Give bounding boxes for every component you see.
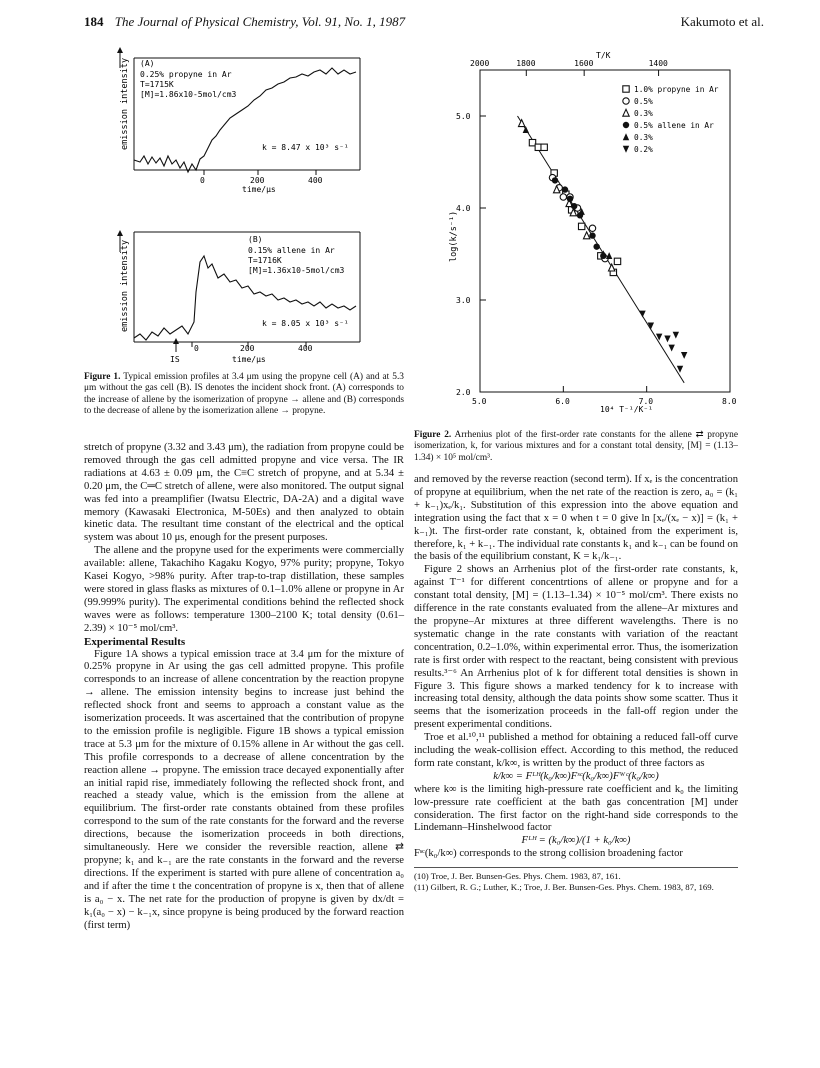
fig2-y-tick-label: 3.0 xyxy=(456,296,471,305)
equation-1: k/k∞ = Fᴸᴴ(k₀/k∞)Fˢᶜ(k₀/k∞)Fᵂᶜ(k₀/k∞) xyxy=(493,770,659,782)
fig1a-rate: k = 8.47 x 10³ s⁻¹ xyxy=(262,143,349,152)
fig2-data-point xyxy=(639,311,645,318)
left-paragraph-1: stretch of propyne (3.32 and 3.43 μm), the radiation from propyne could be removed through the gas cell admitted propyne and vice versa. The IR radiations at 4.63 ± 0.09 μm, the C≡C stretch of propyne, and at 5.34 ± 0.20 μm, the C═C stretch of allene, were also monitored. The output signal was fed into a preamplifier (Iwatsu Electric, DA-2A) and a digital wave memory (Kawasaki Electronica, M-50Es) and then analyzed to obtain kinetic data. The resultant time constant of the electrical and the optical system was about 10 μs, enough for the present purposes. xyxy=(84,442,404,544)
fig2-data-point xyxy=(608,264,614,271)
fig2-data-point xyxy=(541,144,547,150)
fig2-data-point xyxy=(664,335,670,342)
figure-1-caption-text: Typical emission profiles at 3.4 μm using the propyne cell (A) and at 5.3 μm without the gas cell (B). IS denotes the incident shock front. (A) corresponds to the increase of allene by the isomerization of propyne → allene and (B) corresponds to the decrease of allene by the isomerization allene → propyne. xyxy=(84,372,404,417)
fig2-data-point xyxy=(668,345,674,352)
figure-1-caption xyxy=(84,372,404,418)
reference-11: (11) Gilbert, R. G.; Luther, K.; Troe, J. Ber. Bunsen-Ges. Phys. Chem. 1983, 87, 169. xyxy=(414,881,714,892)
journal-title: The Journal of Physical Chemistry, Vol. 91, No. 1, 1987 xyxy=(114,14,406,29)
fig2-y-tick-label: 5.0 xyxy=(456,112,471,121)
fig1b-legend-line2: T=1716K xyxy=(248,256,282,265)
fig2-legend-marker xyxy=(623,109,629,116)
fig2-y-tick-label: 4.0 xyxy=(456,204,471,213)
fig2-legend-label: 1.0% propyne in Ar xyxy=(634,85,719,94)
right-paragraph-5: Fˢᶜ(k₀/k∞) corresponds to the strong collision broadening factor xyxy=(414,848,683,860)
fig1a-xtick-400: 400 xyxy=(308,176,323,185)
fig2-data-point xyxy=(578,223,584,229)
fig2-frame xyxy=(480,70,730,392)
equation-2: Fᴸᴴ = (k₀/k∞)/(1 + k₀/k∞) xyxy=(521,835,631,847)
fig2-legend-label: 0.3% xyxy=(634,133,653,142)
header-authors: Kakumoto et al. xyxy=(680,14,764,29)
left-paragraph-2: The allene and the propyne used for the experiments were commercially available: allene, Takachiho Kagaku Kogyo, 97% purity; propyne, Tokyo Kasei Kogyo, >98% purity. After trap-to-trap distillation, these samples were stored in glass flasks as mixtures of 0.1–1.0% allene or propyne in Ar (99.999% purity). The experimental conditions behind the reflected shock waves were as follows: temperature 1300–2100 K; total density (0.61–2.39) × 10⁻⁵ mol/cm³. xyxy=(84,545,404,634)
right-paragraph-2: Figure 2 shows an Arrhenius plot of the first-order rate constants, k, against T⁻¹ for different concentrtions of allene or propyne and for a constant total density, [M] = (1.13–1.34) × 10⁻⁵ mol/cm³. There exists no difference in the rate constants evaluated from the allene–Ar mixtures and the propyne–Ar mixtures at three different wavelengths. There is no systematic change in the rate constants with variation of the reactant concentration, 0.2–1.0%, within experimental error. Thus, the isomerization rate is first order with respect to the reactant, being consistent with previous results.³⁻⁶ An Arrhenius plot of k for different total densities is shown in Figure 3. This figure shows a marked tendency for k to increase with increasing total density, although the data points show some scatter. Thus it seems that the isomerization proceeds in the fall-off region under the present experimental conditions. xyxy=(414,564,738,731)
fig2-top-tick-label: 1400 xyxy=(648,59,668,68)
right-paragraph-1: and removed by the reverse reaction (second term). If xₑ is the concentration of propyne at equilibrium, when the net rate of the reaction is zero, a₀ = (k₁ + k₋₁)xₑ/k₁. Substitution of this expression into the above equation and integration using the fact that x = 0 when t = 0 give ln [xₑ/(xₑ − x)] = (k₁ + k₋₁)t. The first-order rate constant, k, obtained from the experiment is, therefore, k₁ + k₋₁. The individual rate constants k₁ and k₋₁ can be found on the basis of the equilibrium constant, K = k₁/k₋₁. xyxy=(414,474,738,563)
fig1b-panel-label: (B) xyxy=(248,235,263,244)
fig1b-x-label: time/μs xyxy=(232,355,266,364)
fig1a-x-label: time/μs xyxy=(242,185,276,194)
fig2-legend-marker xyxy=(623,133,629,140)
fig2-top-tick-label: 1600 xyxy=(574,59,594,68)
right-paragraph-4: where k∞ is the limiting high-pressure rate coefficient and k₀ the limiting low-pressure rate coefficient at the bath gas concentration [M] under consideration. The first factor on the right-hand side corresponds to the Lindemann–Hinshelwood factor xyxy=(414,783,738,834)
fig1a-legend-line1: 0.25% propyne in Ar xyxy=(140,70,232,79)
fig2-x-tick-label: 7.0 xyxy=(638,397,654,406)
fig2-legend-marker xyxy=(623,146,629,153)
fig2-y-axis-label: log(k/s⁻¹) xyxy=(449,210,459,262)
fig2-x-tick-label: 5.0 xyxy=(472,397,487,406)
left-column xyxy=(84,442,404,932)
fig2-data-point xyxy=(614,258,620,264)
figure-1b xyxy=(110,222,400,370)
fig2-data-point xyxy=(593,243,599,249)
fig2-legend-label: 0.2% xyxy=(634,145,653,154)
fig1a-y-label: emission intensity xyxy=(120,57,130,150)
fig2-data-point xyxy=(571,203,577,209)
fig2-x-tick-label: 8.0 xyxy=(722,397,737,406)
fig1a-xtick-0: 0 xyxy=(200,176,205,185)
fig1b-xtick-200: 200 xyxy=(240,344,255,353)
fig2-data-point xyxy=(589,232,595,238)
fig2-data-point xyxy=(560,194,566,200)
fig2-legend-marker xyxy=(623,122,629,128)
right-column xyxy=(414,474,738,892)
fig2-x-tick-label: 6.0 xyxy=(555,397,570,406)
fig2-legend xyxy=(623,85,719,154)
figure-2-caption xyxy=(414,430,738,464)
page-header xyxy=(84,14,764,30)
fig2-fit-line xyxy=(518,116,685,383)
fig2-y-tick-label: 2.0 xyxy=(456,388,471,397)
fig2-data-point xyxy=(567,196,573,202)
fig1b-legend-line3: [M]=1.36x10-5mol/cm3 xyxy=(248,266,345,275)
left-paragraph-3: Figure 1A shows a typical emission trace at 3.4 μm for the mixture of 0.25% propyne in Ar using the gas cell admitted propyne. This profile corresponds to an increase of allene concentration by the reaction propyne → allene. The emission intensity begins to increase just behind the reflected shock front and seems to approach a constant value as the isomerization proceeds. It was ascertained that the contribution of propyne to the emission profile is negligible. Figure 1B shows a typical emission trace at 5.3 μm for the mixture of 0.15% allene in Ar without the gas cell. This profile corresponds to a decrease of allene concentration by the reaction allene → propyne. The emission trace decayed exponentially after an initial rapid rise, immediately following the reflected shock front, and reached a steady value, which is the emission from the allene at equilibrium. The first-order rate constants obtained from these profiles correspond to the sum of the rate constants for the forward and the reverse directions, because the isomerization proceeds in both directions, simultaneously. Here we consider the reversible reaction, allene ⇄ propyne; k₁ and k₋₁ are the rate constants in the forward and the reverse directions. If the experiment is started with pure allene of concentration a₀ and if after the time t the concentration of propyne is x, then that of allene is a₀ − x. The net rate for the production of propyne is given by dx/dt = k₁(a₀ − x) − k₋₁x, since propyne is being produced by the forward reaction (first term) xyxy=(84,648,404,931)
fig2-legend-marker xyxy=(623,86,629,92)
fig2-data-point xyxy=(583,232,589,239)
fig1b-xtick-400: 400 xyxy=(298,344,313,353)
fig2-data-point xyxy=(589,225,595,231)
fig2-data-point xyxy=(681,352,687,359)
fig1a-legend-line2: T=1715K xyxy=(140,80,174,89)
fig2-data-point xyxy=(552,177,558,183)
figure-1a xyxy=(110,44,400,194)
section-heading: Experimental Results xyxy=(84,635,186,648)
fig2-x-axis-label: 10⁴ T⁻¹/K⁻¹ xyxy=(600,405,653,414)
fig2-legend-label: 0.3% xyxy=(634,109,653,118)
fig1b-is-label: IS xyxy=(170,355,180,364)
fig2-legend-marker xyxy=(623,98,629,104)
fig2-data-point xyxy=(673,332,679,339)
fig1a-xtick-200: 200 xyxy=(250,176,265,185)
fig2-data-point xyxy=(518,120,524,127)
fig2-fit-line-segment xyxy=(518,116,685,383)
reference-10: (10) Troe, J. Ber. Bunsen-Ges. Phys. Chem. 1983, 87, 161. xyxy=(414,871,621,882)
page-number: 184 xyxy=(84,14,104,29)
references xyxy=(414,867,738,892)
fig1b-y-label: emission intensity xyxy=(120,239,130,332)
figure-2-caption-text: Arrhenius plot of the first-order rate constants for the allene ⇄ propyne isomerization, k, for various mixtures and for a constant total density, [M] = (1.13–1.34) × 10⁵ mol/cm³. xyxy=(414,430,739,463)
fig2-top-tick-label: 2000 xyxy=(470,59,490,68)
fig2-top-axis-label: T/K xyxy=(596,51,611,60)
fig2-data-point xyxy=(523,126,529,133)
fig1a-legend-line3: [M]=1.86x10-5mol/cm3 xyxy=(140,90,237,99)
figure-2-caption-label: Figure 2. xyxy=(414,430,452,440)
figure-1-caption-label: Figure 1. xyxy=(84,372,121,382)
fig2-legend-label: 0.5% allene in Ar xyxy=(634,121,714,130)
fig1b-legend-line1: 0.15% allene in Ar xyxy=(248,246,335,255)
figure-2 xyxy=(420,48,740,416)
fig2-top-tick-label: 1800 xyxy=(516,59,536,68)
fig2-data-point xyxy=(562,186,568,192)
fig1b-rate: k = 8.05 x 10³ s⁻¹ xyxy=(262,319,349,328)
right-paragraph-3: Troe et al.¹⁰,¹¹ published a method for obtaining a reduced fall-off curve including the weak-collision effect. According to this method, the reduced form rate constant, k/k∞, is written by the product of three factors as xyxy=(414,732,738,769)
fig1b-xtick-0: 0 xyxy=(194,344,199,353)
fig2-legend-label: 0.5% xyxy=(634,97,653,106)
fig1a-panel-label: (A) xyxy=(140,59,155,68)
